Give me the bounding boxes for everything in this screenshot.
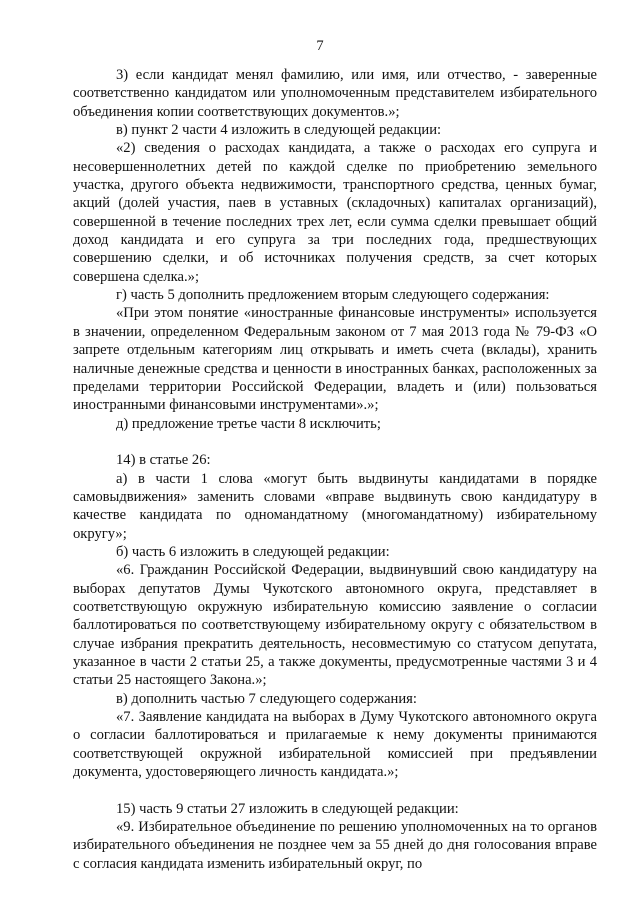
- page-number: 7: [316, 38, 324, 54]
- paragraph-item-3-close: 3) если кандидат менял фамилию, или имя, или отчество, - заверенные соответственно кандидатом или уполномоченным представителем избирательного объединения копии соответствующих документов.»;: [73, 67, 597, 120]
- paragraph-subitem-v: в) пункт 2 части 4 изложить в следующей редакции:: [116, 122, 442, 139]
- paragraph-quoted-part-9: «9. Избирательное объединение по решению уполномоченных на то органов избирательного объединения не позднее чем за 55 дней до дня голосования вправе с согласия кандидата изменить избирательный округ, по: [73, 819, 597, 872]
- paragraph-subitem-d: д) предложение третье части 8 исключить;: [116, 415, 381, 432]
- paragraph-quoted-part-7: «7. Заявление кандидата на выборах в Думу Чукотского автономного округа о согласии баллотироваться и прилагаемые к нему документы принимаются соответствующей окружной избирательной комиссией при предъявлении документа, удостоверяющего личность кандидата.»;: [73, 709, 597, 781]
- paragraph-item-14: 14) в статье 26:: [116, 452, 211, 469]
- paragraph-quoted-item-2: «2) сведения о расходах кандидата, а также о расходах его супруга и несовершеннолетних детей по каждой сделке по приобретению земельного участка, другого объекта недвижимости, транспортного средства, ценных бумаг, акций (долей участия, паев в уставных (складочных) капиталах организаций), совершенной в течение последних трех лет, если сумма сделки превышает общий доход кандидата и его супруга за три последних года, предшествующих совершению сделки, и об источниках получения средств, за счет которых совершена сделка.»;: [73, 140, 597, 285]
- document-body: [73, 66, 597, 873]
- paragraph-quoted-foreign-instruments: «При этом понятие «иностранные финансовые инструменты» используется в значении, определенном Федеральным законом от 7 мая 2013 года № 79-ФЗ «О запрете отдельным категориям лиц открывать и иметь счета (вклады), хранить наличные денежные средства и ценности в иностранных банках, расположенных за пределами территории Российской Федерации, владеть и (или) пользоваться иностранными финансовыми инструментами».»;: [73, 305, 597, 414]
- paragraph-subitem-v-2: в) дополнить частью 7 следующего содержания:: [116, 690, 417, 707]
- paragraph-subitem-a: а) в части 1 слова «могут быть выдвинуты кандидатами в порядке самовыдвижения» заменить словами «вправе выдвинуть свою кандидатуру в качестве кандидата по одномандатному (многомандатному) избирательному округу»;: [73, 470, 597, 542]
- paragraph-item-15: 15) часть 9 статьи 27 изложить в следующей редакции:: [116, 800, 459, 817]
- paragraph-subitem-b: б) часть 6 изложить в следующей редакции:: [116, 543, 390, 560]
- paragraph-subitem-g: г) часть 5 дополнить предложением вторым следующего содержания:: [116, 287, 550, 304]
- paragraph-quoted-part-6: «6. Гражданин Российской Федерации, выдвинувший свою кандидатуру на выборах депутатов Думы Чукотского автономного округа, представляет в соответствующую окружную избирательную комиссию заявление о согласии баллотироваться по соответствующему избирательному округу с обязательством в случае избрания прекратить деятельность, несовместимую со статусом депутата, указанное в части 2 статьи 25, а также документы, предусмотренные частями 3 и 4 статьи 25 настоящего Закона.»;: [73, 562, 597, 689]
